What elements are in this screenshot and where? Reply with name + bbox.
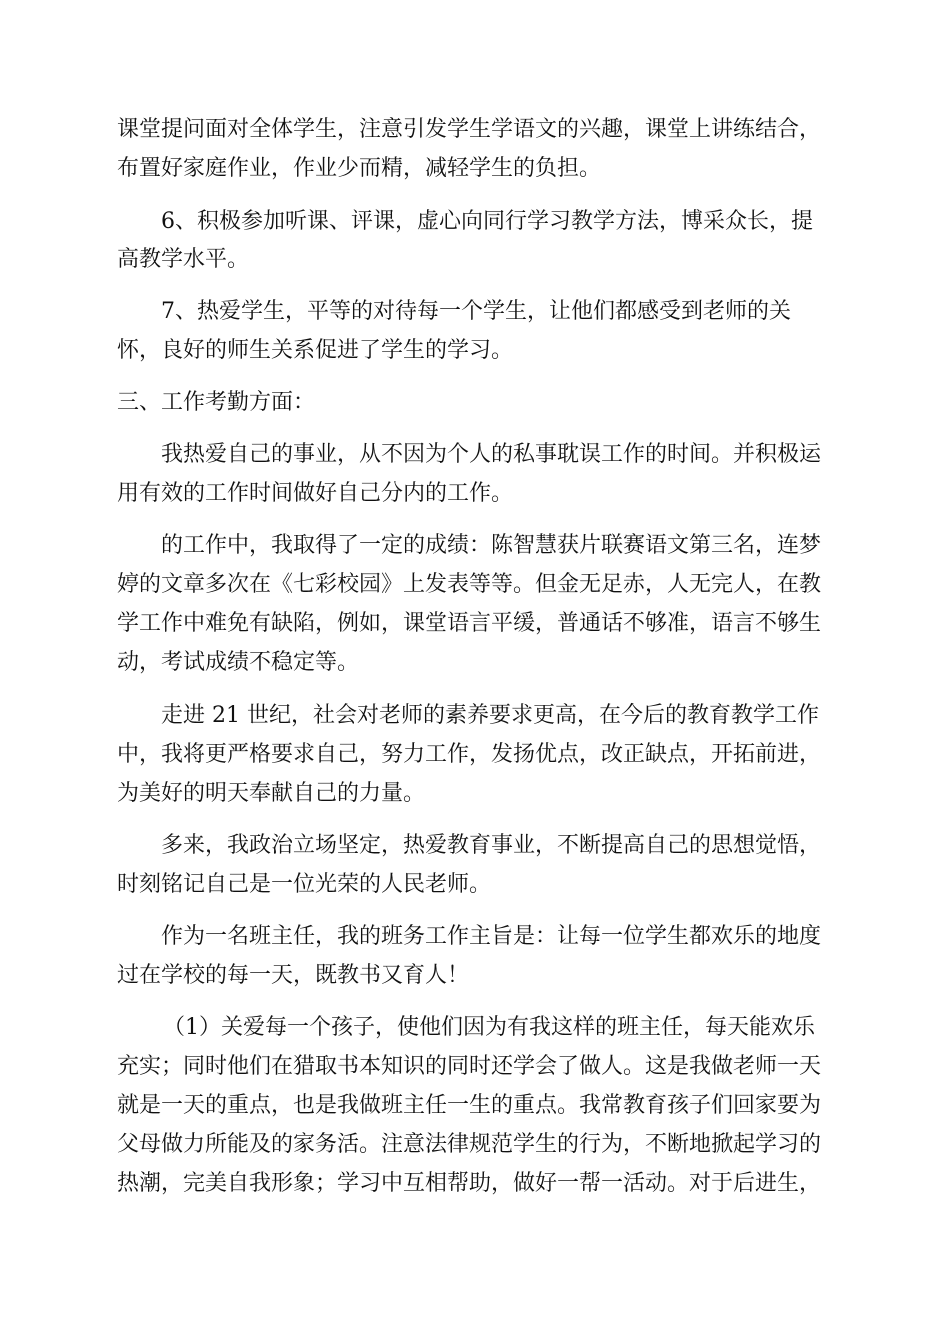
- section-heading: 三、工作考勤方面：: [117, 390, 316, 415]
- text-line: 热潮，完美自我形象；学习中互相帮助，做好一帮一活动。对于后进生，: [117, 1171, 822, 1196]
- text-line: 过在学校的每一天，既教书又育人！: [117, 963, 470, 988]
- text-line: 多来，我政治立场坚定，热爱教育事业，不断提高自己的思想觉悟，: [161, 833, 822, 858]
- text-line: 的工作中，我取得了一定的成绩：陈智慧获片联赛语文第三名，连梦: [161, 533, 822, 558]
- text-line: 中，我将更严格要求自己，努力工作，发扬优点，改正缺点，开拓前进，: [117, 742, 822, 767]
- text-line: 学工作中难免有缺陷，例如，课堂语言平缓，普通话不够准，语言不够生: [117, 611, 822, 636]
- text-line: 为美好的明天奉献自己的力量。: [117, 781, 426, 806]
- text-line: 怀，良好的师生关系促进了学生的学习。: [117, 338, 514, 363]
- text-line: 就是一天的重点，也是我做班主任一生的重点。我常教育孩子们回家要为: [117, 1093, 822, 1118]
- text-line: 充实；同时他们在猎取书本知识的同时还学会了做人。这是我做老师一天: [117, 1054, 822, 1079]
- text-line: 父母做力所能及的家务活。注意法律规范学生的行为，不断地掀起学习的: [117, 1132, 822, 1157]
- text-line: 作为一名班主任，我的班务工作主旨是：让每一位学生都欢乐的地度: [161, 924, 822, 949]
- text-line: 用有效的工作时间做好自己分内的工作。: [117, 481, 514, 506]
- text-line: 高教学水平。: [117, 247, 250, 272]
- text-line: 婷的文章多次在《七彩校园》上发表等等。但金无足赤，人无完人，在教: [117, 572, 822, 597]
- text-line: 走进 21 世纪，社会对老师的素养要求更高，在今后的教育教学工作: [161, 703, 819, 728]
- text-line: 课堂提问面对全体学生，注意引发学生学语文的兴趣，课堂上讲练结合，: [117, 117, 822, 142]
- text-line: 我热爱自己的事业，从不因为个人的私事耽误工作的时间。并积极运: [161, 442, 822, 467]
- text-line: 6、积极参加听课、评课，虚心向同行学习教学方法，博采众长，提: [161, 209, 813, 234]
- text-line: 动，考试成绩不稳定等。: [117, 650, 360, 675]
- text-line: 布置好家庭作业，作业少而精，减轻学生的负担。: [117, 156, 602, 181]
- text-line: （1）关爱每一个孩子，使他们因为有我这样的班主任，每天能欢乐: [163, 1015, 815, 1040]
- text-line: 时刻铭记自己是一位光荣的人民老师。: [117, 872, 492, 897]
- text-line: 7、热爱学生，平等的对待每一个学生，让他们都感受到老师的关: [161, 299, 791, 324]
